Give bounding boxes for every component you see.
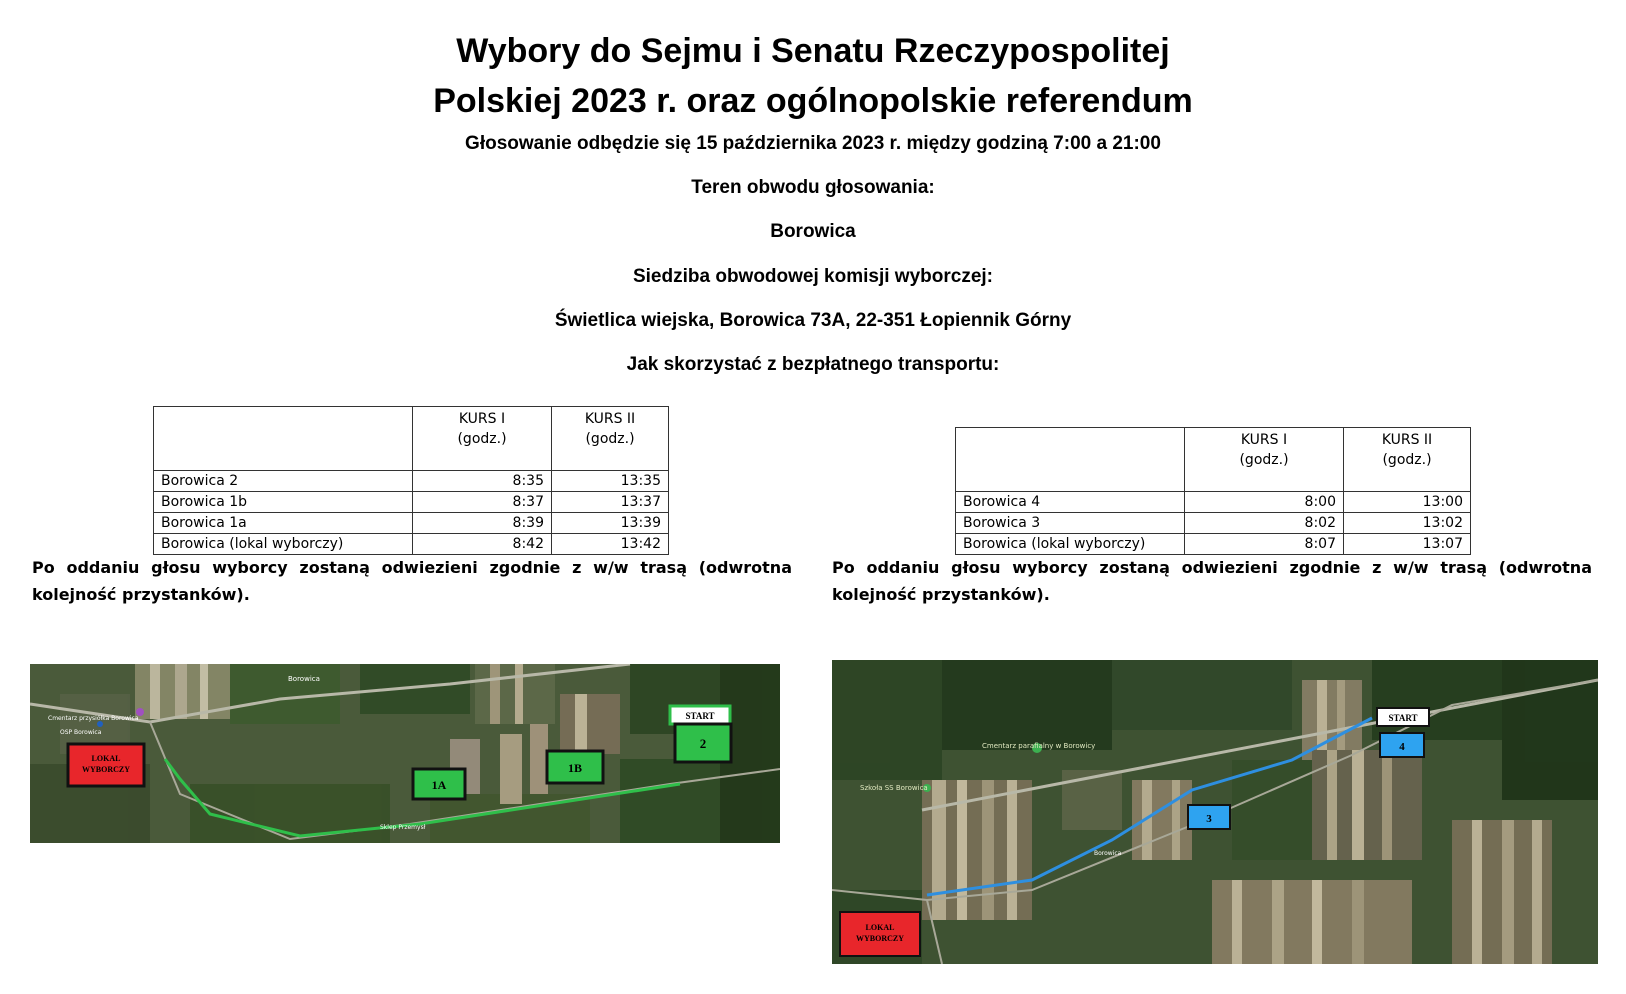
header-kurs-2: KURS II (godz.)	[552, 407, 669, 471]
header-empty	[154, 407, 413, 471]
return-note-left: Po oddaniu głosu wyborcy zostaną odwiezieni zgodnie z w/w trasą (odwrotna kolejność przystanków).	[32, 558, 792, 604]
area-label: Teren obwodu głosowania:	[691, 177, 935, 198]
area-name: Borowica	[770, 221, 856, 242]
kurs-1-time: 8:42	[413, 534, 552, 555]
stop-name: Borowica 4	[956, 492, 1185, 513]
schedule-table-right	[955, 427, 1471, 555]
route-map-right	[832, 660, 1598, 964]
svg-text:START: START	[685, 711, 715, 721]
stop-name: Borowica 1b	[154, 492, 413, 513]
svg-text:WYBORCZY: WYBORCZY	[81, 765, 131, 774]
table-row	[154, 534, 669, 555]
table-header-row	[956, 428, 1471, 492]
kurs-1-time: 8:39	[413, 513, 552, 534]
stop-marker-2	[675, 724, 731, 762]
place-label-cemetery: Cmentarz parafialny w Borowicy	[982, 742, 1096, 750]
stop-marker-1a	[413, 769, 465, 799]
kurs-1-time: 8:02	[1185, 513, 1344, 534]
kurs-2-time: 13:35	[552, 471, 669, 492]
kurs-1-time: 8:00	[1185, 492, 1344, 513]
table-row	[956, 534, 1471, 555]
place-label-osp: OSP Borowica	[60, 729, 102, 736]
header-kurs-1: KURS I (godz.)	[1185, 428, 1344, 492]
table-row	[154, 492, 669, 513]
kurs-2-time: 13:37	[552, 492, 669, 513]
table-row	[956, 492, 1471, 513]
kurs-2-time: 13:07	[1344, 534, 1471, 555]
place-label-shop: Sklep Przemysł	[380, 824, 426, 831]
svg-text:LOKAL: LOKAL	[865, 923, 895, 932]
svg-text:1A: 1A	[431, 778, 447, 792]
kurs-1-time: 8:37	[413, 492, 552, 513]
stop-marker-3	[1188, 805, 1230, 829]
place-label-school: Szkoła SS Borowica	[860, 784, 928, 792]
svg-text:WYBORCZY: WYBORCZY	[855, 934, 905, 943]
stop-marker-1b	[547, 751, 603, 783]
svg-text:LOKAL: LOKAL	[91, 754, 121, 763]
svg-text:2: 2	[699, 736, 707, 751]
place-label-cemetery: Cmentarz przysiółka Borowica	[48, 715, 139, 722]
stop-name: Borowica (lokal wyborczy)	[154, 534, 413, 555]
table-row	[154, 513, 669, 534]
table-row	[154, 471, 669, 492]
stop-name: Borowica 1a	[154, 513, 413, 534]
seat-label: Siedziba obwodowej komisji wyborczej:	[632, 266, 993, 287]
kurs-2-time: 13:02	[1344, 513, 1471, 534]
stop-name: Borowica 3	[956, 513, 1185, 534]
route-map-left	[30, 664, 780, 843]
header-empty	[956, 428, 1185, 492]
table-row	[956, 513, 1471, 534]
seat-address: Świetlica wiejska, Borowica 73A, 22-351 Łopiennik Górny	[554, 310, 1072, 331]
kurs-1-time: 8:35	[413, 471, 552, 492]
svg-text:START: START	[1388, 713, 1418, 723]
stop-marker-start	[1377, 708, 1429, 726]
title-line-1: Wybory do Sejmu i Senatu Rzeczypospolitej	[456, 32, 1170, 70]
header-kurs-1: KURS I (godz.)	[413, 407, 552, 471]
kurs-2-time: 13:00	[1344, 492, 1471, 513]
kurs-1-time: 8:07	[1185, 534, 1344, 555]
stop-name: Borowica 2	[154, 471, 413, 492]
kurs-2-time: 13:39	[552, 513, 669, 534]
kurs-2-time: 13:42	[552, 534, 669, 555]
svg-text:3: 3	[1206, 813, 1212, 825]
page-title	[0, 26, 1626, 126]
stop-marker-start	[670, 706, 730, 724]
schedule-table-left	[153, 406, 669, 555]
place-label-borowica: Borowica	[288, 675, 320, 683]
stop-marker-4	[1380, 733, 1424, 757]
voting-time: Głosowanie odbędzie się 15 października 2023 r. między godziną 7:00 a 21:00	[465, 133, 1161, 154]
stop-name: Borowica (lokal wyborczy)	[956, 534, 1185, 555]
title-line-2: Polskiej 2023 r. oraz ogólnopolskie referendum	[433, 82, 1193, 120]
transport-label: Jak skorzystać z bezpłatnego transportu:	[626, 354, 1000, 375]
return-note-right: Po oddaniu głosu wyborcy zostaną odwiezieni zgodnie z w/w trasą (odwrotna kolejność przystanków).	[832, 558, 1592, 604]
table-header-row	[154, 407, 669, 471]
header-kurs-2: KURS II (godz.)	[1344, 428, 1471, 492]
svg-text:1B: 1B	[567, 761, 583, 775]
svg-text:4: 4	[1399, 741, 1405, 753]
lokal-wyborczy-marker	[68, 744, 144, 786]
lokal-wyborczy-marker	[840, 912, 920, 956]
place-label-borowica: Borowica	[1094, 850, 1122, 857]
